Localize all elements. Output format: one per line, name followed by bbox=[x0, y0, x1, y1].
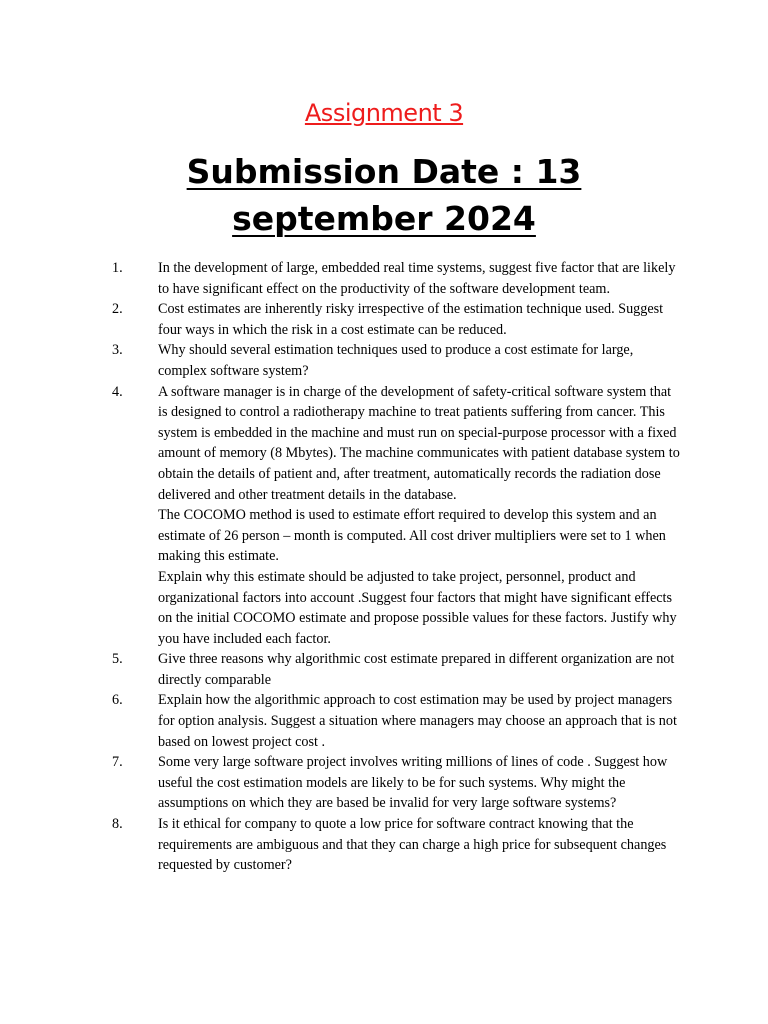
assignment-title: Assignment 3 bbox=[304, 99, 464, 127]
question-item bbox=[0, 258, 768, 299]
question-number: 1. bbox=[112, 260, 123, 276]
question-text: Explain how the algorithmic approach to cost estimation may be used by project managers for option analysis. Suggest a situation where managers may choose an approach that is not based on lowest project cost . bbox=[158, 692, 677, 750]
question-number: 7. bbox=[112, 754, 123, 771]
question-item bbox=[0, 340, 768, 381]
question-text: Cost estimates are inherently risky irrespective of the estimation technique used. Suggest four ways in which the risk in a cost estimate can be reduced. bbox=[158, 301, 664, 338]
question-number: 4. bbox=[112, 383, 123, 400]
submission-date-line-2: september 2024 bbox=[232, 199, 536, 238]
submission-date-heading bbox=[134, 148, 634, 242]
question-item bbox=[0, 382, 768, 650]
question-number: 6. bbox=[112, 692, 123, 709]
question-item bbox=[0, 814, 768, 876]
question-number: 8. bbox=[112, 816, 123, 833]
question-text: In the development of large, embedded real time systems, suggest five factor that are likely to have significant effect on the productivity of the software development team. bbox=[158, 260, 676, 297]
question-text: A software manager is in charge of the development of safety-critical software system that is designed to control a radiotherapy machine to treat patients suffering from cancer. This system is embedded in the machine and must run on special-purpose processor with a fixed amount of memory (8 Mbytes). The machine communicates with patient database system to obtain the details of patient and, after treatment, automatically records the radiation dose delivered and other treatment details in the database. bbox=[158, 383, 680, 503]
question-text: Some very large software project involves writing millions of lines of code . Suggest how useful the cost estimation models are likely to be for such systems. Why might the assumptions on which they are based be invalid for very large software systems? bbox=[158, 754, 668, 812]
question-text: Why should several estimation techniques used to produce a cost estimate for large, complex software system? bbox=[158, 342, 634, 379]
question-number: 5. bbox=[112, 651, 123, 668]
question-item bbox=[0, 752, 768, 814]
question-text: The COCOMO method is used to estimate effort required to develop this system and an estimate of 26 person – month is computed. All cost driver multipliers were set to 1 when making this estimate. bbox=[158, 507, 666, 565]
question-number: 3. bbox=[112, 342, 123, 359]
question-list bbox=[0, 258, 768, 876]
question-text: Explain why this estimate should be adjusted to take project, personnel, product and organizational factors into account .Suggest four factors that might have significant effects on the initial COCOMO estimate and propose possible values for these factors. Justify why you have included each factor. bbox=[158, 568, 677, 647]
submission-date-line-1: Submission Date : 13 bbox=[186, 152, 582, 191]
question-item bbox=[0, 299, 768, 340]
question-text: Give three reasons why algorithmic cost estimate prepared in different organization are not directly comparable bbox=[158, 651, 675, 688]
question-item bbox=[0, 690, 768, 752]
question-item bbox=[0, 649, 768, 690]
question-number: 2. bbox=[112, 301, 123, 318]
question-text: Is it ethical for company to quote a low price for software contract knowing that the requirements are ambiguous and that they can charge a high price for subsequent changes requested by customer? bbox=[158, 816, 667, 874]
